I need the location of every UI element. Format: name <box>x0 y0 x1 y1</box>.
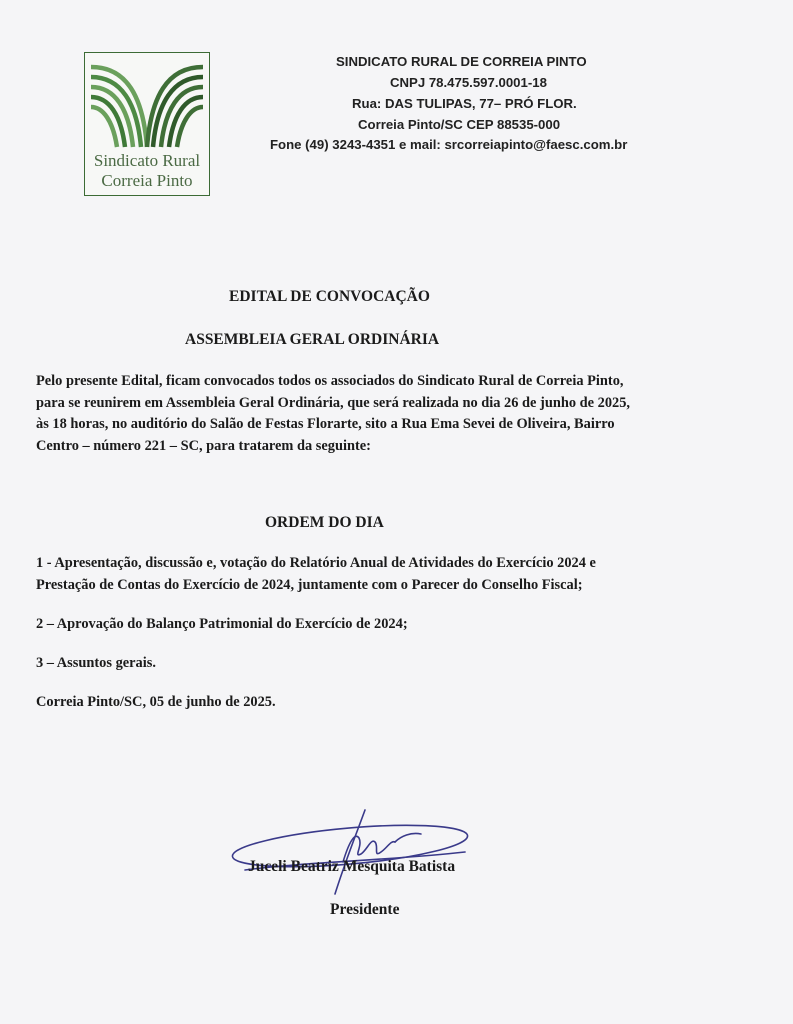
logo-arches-icon <box>87 57 207 149</box>
signatory-name: Juceli Beatriz Mesquita Batista <box>248 858 456 875</box>
org-contact: Fone (49) 3243-4351 e mail: srcorreiapinto@faesc.com.br <box>270 137 628 152</box>
handwritten-signature <box>225 802 485 902</box>
org-city: Correia Pinto/SC CEP 88535-000 <box>358 117 561 132</box>
org-name: SINDICATO RURAL DE CORREIA PINTO <box>336 54 587 69</box>
intro-line: Pelo presente Edital, ficam convocados todos os associados do Sindicato Rural de Correia Pinto, <box>36 373 624 389</box>
logo-text-line2: Correia Pinto <box>101 171 193 190</box>
logo-text-line1: Sindicato Rural <box>93 151 201 170</box>
signatory-role: Presidente <box>330 901 400 918</box>
intro-line: às 18 horas, no auditório do Salão de Festas Florarte, sito a Rua Ema Sevei de Oliveira, Bairro <box>36 416 615 432</box>
org-cnpj: CNPJ 78.475.597.0001-18 <box>390 75 547 90</box>
intro-paragraph <box>36 371 758 457</box>
org-address: Rua: DAS TULIPAS, 77– PRÓ FLOR. <box>352 96 577 111</box>
agenda-item-1 <box>36 553 758 596</box>
document-subtitle: ASSEMBLEIA GERAL ORDINÁRIA <box>185 331 440 348</box>
agenda-title: ORDEM DO DIA <box>265 514 384 531</box>
logo <box>84 52 210 196</box>
intro-line: Centro – número 221 – SC, para tratarem da seguinte: <box>36 437 371 454</box>
agenda-item-line: Prestação de Contas do Exercício de 2024, juntamente com o Parecer do Conselho Fiscal; <box>36 576 583 593</box>
agenda-item-2: 2 – Aprovação do Balanço Patrimonial do Exercício de 2024; <box>36 616 408 632</box>
date-line: Correia Pinto/SC, 05 de junho de 2025. <box>36 694 276 710</box>
document-title: EDITAL DE CONVOCAÇÃO <box>229 288 430 305</box>
intro-line: para se reunirem em Assembleia Geral Ordinária, que será realizada no dia 26 de junho de 2025, <box>36 394 630 411</box>
agenda-item-3: 3 – Assuntos gerais. <box>36 655 156 671</box>
agenda-item-line: 1 - Apresentação, discussão e, votação do Relatório Anual de Atividades do Exercício 2024 e <box>36 555 596 571</box>
